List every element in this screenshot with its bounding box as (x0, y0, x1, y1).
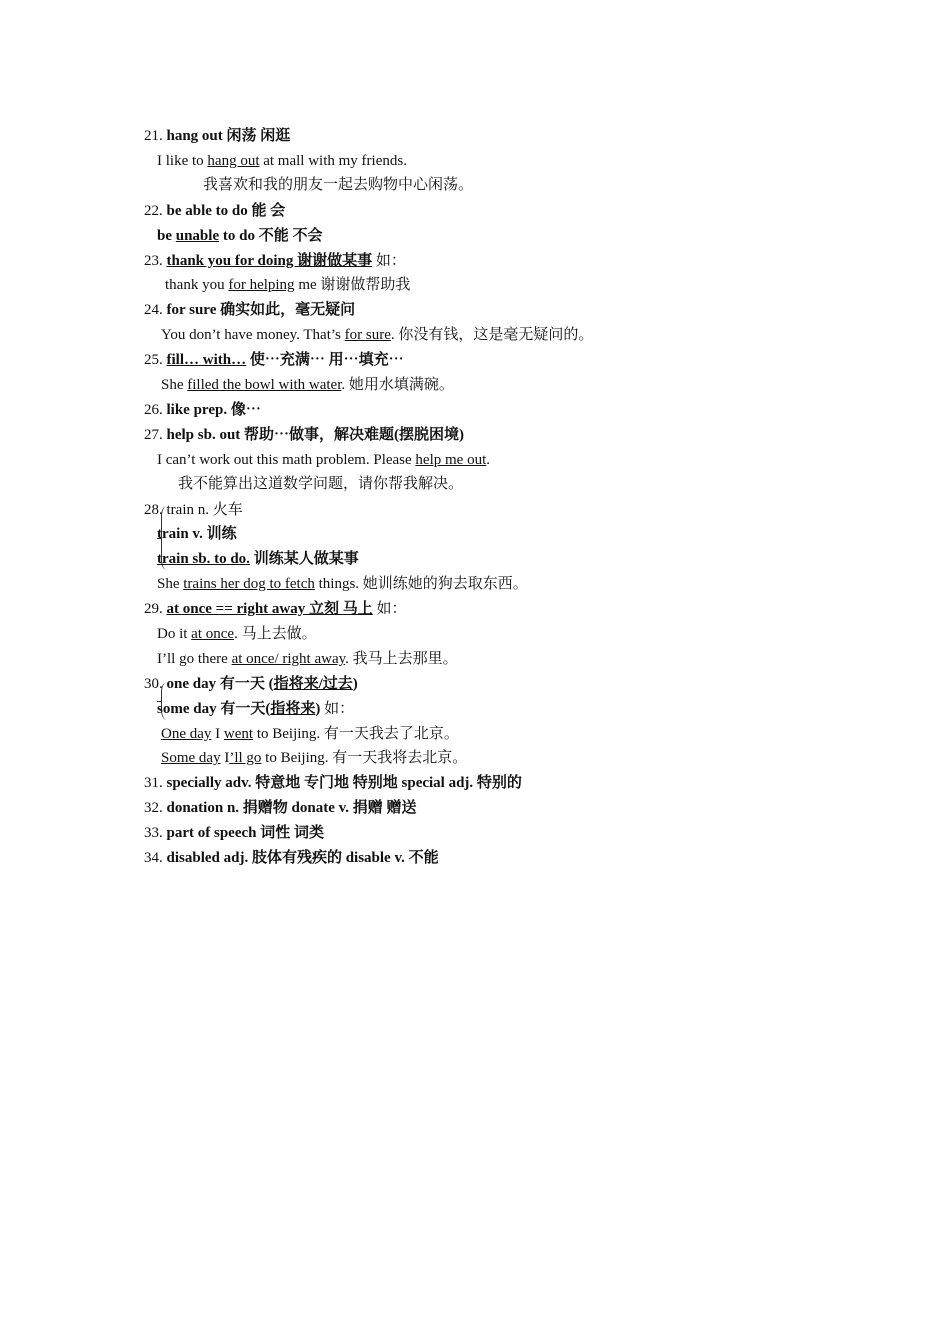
example-text: . 马上去做。 (234, 626, 317, 642)
item-term: ) (315, 701, 321, 717)
item-number: 26. (144, 402, 167, 418)
item-number: 23. (144, 253, 167, 269)
item-number: 33. (144, 825, 167, 841)
item-number: 22. (144, 203, 167, 219)
item-29-example-1 (157, 624, 317, 644)
item-number: 29. (144, 601, 167, 617)
term-underlined: unable (175, 228, 220, 244)
example-text: things. 她训练她的狗去取东西。 (314, 576, 528, 592)
item-term: be able to do 能 会 (166, 203, 286, 219)
item-number: 28. (144, 502, 167, 518)
item-number: 34. (144, 850, 167, 866)
item-term: train n. 火车 (166, 502, 243, 518)
example-underlined: for sure (344, 327, 391, 343)
item-number: 21. (144, 128, 167, 144)
example-text: Do it (157, 626, 192, 642)
item-term: help sb. out 帮助⋯做事，解决难题(摆脱困境) (166, 427, 465, 443)
item-28-line1 (144, 500, 243, 520)
example-text: You don’t have money. That’s (161, 327, 345, 343)
item-note: 如： (372, 601, 407, 617)
item-note: 如： (320, 701, 355, 717)
example-underlined: went (223, 726, 254, 742)
example-text: I’ll go there (157, 651, 232, 667)
item-term: donation n. 捐赠物 donate v. 捐赠 赠送 (166, 800, 417, 816)
example-underlined: Some day (161, 750, 221, 766)
item-23-heading (144, 251, 406, 271)
example-text: to Beijing. 有一天我将去北京。 (261, 750, 468, 766)
item-term: at once == right away 立刻 马上 (166, 601, 373, 617)
item-21-heading (144, 126, 290, 146)
item-22-heading (144, 201, 285, 221)
example-underlined: filled the bowl with water (187, 377, 342, 393)
item-term: fill… with… (166, 352, 247, 368)
example-underlined: at once (191, 626, 235, 642)
term-underlined: train sb. to do. (157, 551, 250, 567)
item-30-example-1 (161, 724, 459, 744)
item-number: 32. (144, 800, 167, 816)
item-26-heading (144, 400, 261, 420)
item-21-example (157, 151, 407, 171)
term-text: to do 不能 不会 (219, 228, 323, 244)
item-number: 27. (144, 427, 167, 443)
example-underlined: help me out (415, 452, 487, 468)
item-term-meaning: 使⋯充满⋯ 用⋯填充⋯ (246, 352, 404, 368)
example-text: thank you (165, 277, 229, 293)
example-text: me 谢谢做帮助我 (294, 277, 411, 293)
example-text: . 她用水填满碗。 (341, 377, 454, 393)
item-25-example (161, 375, 454, 395)
item-term: one day 有一天 ( (166, 676, 274, 692)
item-term-underlined: 指将来 (270, 701, 316, 717)
item-number: 30. (144, 676, 167, 692)
item-term: part of speech 词性 词类 (166, 825, 324, 841)
item-term: hang out 闲荡 闲逛 (166, 128, 291, 144)
item-27-example (157, 450, 490, 470)
example-text: She (161, 377, 188, 393)
item-23-example (165, 275, 410, 295)
item-33-heading (144, 823, 324, 843)
item-28-line3 (157, 549, 359, 569)
item-29-example-2 (157, 649, 458, 669)
item-number: 24. (144, 302, 167, 318)
item-term: like prep. 像⋯ (166, 402, 261, 418)
item-24-heading (144, 300, 355, 320)
item-31-heading (144, 773, 522, 793)
item-28-example (157, 574, 528, 594)
item-number: 25. (144, 352, 167, 368)
item-term: disabled adj. 肢体有残疾的 disable v. 不能 (166, 850, 439, 866)
item-term: ) (352, 676, 358, 692)
example-text: . 我马上去那里。 (345, 651, 458, 667)
item-28-line2: train v. 训练 (157, 526, 237, 542)
example-underlined: One day (161, 726, 212, 742)
example-text: at mall with my friends. (259, 153, 407, 169)
term-meaning: 训练某人做某事 (249, 551, 359, 567)
item-term-underlined: 指将来/过去 (273, 676, 353, 692)
item-term: specially adv. 特意地 专门地 特别地 special adj. 特别的 (166, 775, 522, 791)
example-underlined: ’ll go (229, 750, 262, 766)
item-24-example (161, 325, 593, 345)
example-text: I (220, 750, 230, 766)
item-30-example-2 (161, 748, 467, 768)
item-22-line2 (157, 226, 322, 246)
item-34-heading (144, 848, 439, 868)
example-underlined: for helping (228, 277, 295, 293)
example-underlined: hang out (207, 153, 260, 169)
example-text: She (157, 576, 184, 592)
example-text: I can’t work out this math problem. Please (157, 452, 416, 468)
item-29-heading (144, 599, 407, 619)
item-term: some day 有一天( (157, 701, 271, 717)
item-term: thank you for doing 谢谢做某事 (166, 253, 373, 269)
example-text: I (211, 726, 224, 742)
item-32-heading (144, 798, 417, 818)
example-text: I like to (157, 153, 208, 169)
item-27-translation: 我不能算出这道数学问题，请你帮我解决。 (178, 476, 464, 492)
example-text: . 你没有钱，这是毫无疑问的。 (390, 327, 594, 343)
item-term: for sure 确实如此，毫无疑问 (166, 302, 356, 318)
example-text: to Beijing. 有一天我去了北京。 (253, 726, 459, 742)
term-text: be (157, 228, 176, 244)
item-note: 如： (372, 253, 406, 269)
item-30-line1 (144, 674, 358, 694)
item-25-heading (144, 350, 404, 370)
example-underlined: trains her dog to fetch (183, 576, 315, 592)
item-21-translation: 我喜欢和我的朋友一起去购物中心闲荡。 (203, 177, 474, 193)
item-number: 31. (144, 775, 167, 791)
example-text: . (486, 452, 490, 468)
item-30-line2 (157, 699, 354, 719)
item-27-heading (144, 425, 464, 445)
example-underlined: at once/ right away (231, 651, 346, 667)
